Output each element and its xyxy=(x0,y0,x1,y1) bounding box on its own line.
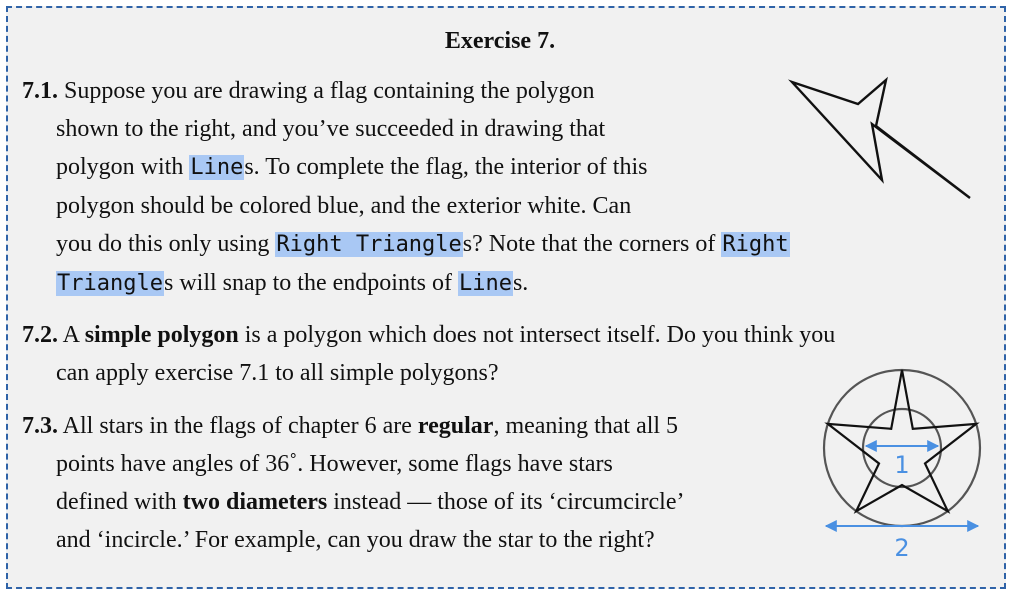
star-figure xyxy=(818,366,988,566)
exercise-number: 7.1. xyxy=(22,78,58,104)
bold-term: simple polygon xyxy=(84,322,239,348)
polygon-figure xyxy=(780,70,980,210)
exercise-number: 7.3. xyxy=(22,413,58,439)
self-intersecting-polygon xyxy=(792,80,970,198)
exercise-7-3: 7.3. All stars in the flags of chapter 6 are regular, meaning that all 5 points have angles of 36˚. However, some flags have stars defined with two diameters instead — those of its ‘circumcircle’ and ‘incircle.’ For example, can you draw the star to the right? xyxy=(22,413,685,553)
code-line: Line xyxy=(458,271,512,296)
bold-term: two diameters xyxy=(182,489,328,515)
exercise-title: Exercise 7. xyxy=(444,28,556,54)
outer-diameter-label: 2 xyxy=(894,534,910,562)
exercise-number: 7.2. xyxy=(22,322,58,348)
bold-term: regular xyxy=(417,413,494,439)
circumcircle xyxy=(824,370,980,526)
code-right-triangle: Right Triangle xyxy=(276,232,462,257)
exercise-7-2: 7.2. A simple polygon is a polygon which does not intersect itself. Do you think you can apply exercise 7.1 to all simple polygons? xyxy=(22,322,836,386)
inner-diameter-label: 1 xyxy=(894,451,910,479)
code-line: Line xyxy=(190,155,244,180)
exercise-7-1: 7.1. Suppose you are drawing a flag containing the polygon shown to the right, and you’ve succeeded in drawing that polygon with Lines. To complete the flag, the interior of this polygon should be colored blue, and the exterior white. Can you do this only using Right Triangles? Note that the corners of Right Triangles will snap to the endpoints of Lines. xyxy=(22,78,789,296)
code-triangle: Triangle xyxy=(57,271,163,296)
code-right: Right xyxy=(722,232,789,257)
